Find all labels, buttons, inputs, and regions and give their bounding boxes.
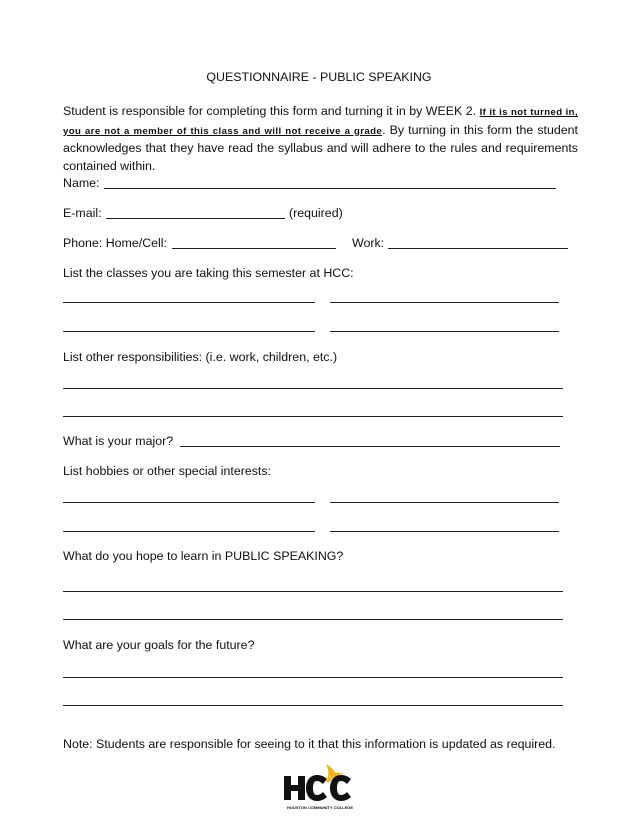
work-phone-field[interactable] xyxy=(388,248,568,249)
major-label: What is your major? xyxy=(63,434,174,448)
learn-field-2[interactable] xyxy=(63,619,563,620)
responsibilities-field-2[interactable] xyxy=(63,416,563,417)
name-label: Name: xyxy=(63,176,100,190)
work-phone-label: Work: xyxy=(352,236,385,250)
phone-label: Phone: Home/Cell: xyxy=(63,236,167,250)
email-field[interactable] xyxy=(106,218,285,219)
email-label: E-mail: xyxy=(63,206,102,220)
intro-text-start: Student is responsible for completing this form and turning it in by WEEK 2. xyxy=(63,104,480,118)
logo-letter-c1 xyxy=(306,775,327,801)
learn-field-1[interactable] xyxy=(63,591,563,592)
logo-letter-c2 xyxy=(330,775,351,801)
classes-label: List the classes you are taking this semester at HCC: xyxy=(63,266,354,280)
grade-notice: If it is not turned in, you are not a member of this class and will not receive a grade xyxy=(63,107,578,137)
major-field[interactable] xyxy=(180,446,560,447)
class-field-1[interactable] xyxy=(63,302,315,303)
logo-letter-h xyxy=(284,776,291,800)
class-field-4[interactable] xyxy=(330,331,559,332)
intro-paragraph xyxy=(63,103,578,175)
form-title: QUESTIONNAIRE - PUBLIC SPEAKING xyxy=(206,70,432,84)
intro-text-end: . By turning in this form the student acknowledges that they have read the syllabus and will adhere to the rules and requirements contained within. xyxy=(63,122,578,173)
responsibilities-label: List other responsibilities: (i.e. work, children, etc.) xyxy=(63,350,338,364)
goals-label: What are your goals for the future? xyxy=(63,638,255,652)
hcc-logo xyxy=(282,762,358,812)
class-field-3[interactable] xyxy=(63,331,315,332)
email-required-note: (required) xyxy=(289,206,343,220)
learn-label: What do you hope to learn in PUBLIC SPEAKING? xyxy=(63,549,344,563)
hcc-logo-graphic xyxy=(282,762,358,812)
class-field-2[interactable] xyxy=(330,302,559,303)
hobbies-label: List hobbies or other special interests: xyxy=(63,464,271,478)
hobby-field-2[interactable] xyxy=(330,502,559,503)
logo-tagline: HOUSTON COMMUNITY COLLEGE xyxy=(286,805,354,810)
responsibilities-field-1[interactable] xyxy=(63,388,563,389)
name-field[interactable] xyxy=(104,188,556,189)
home-phone-field[interactable] xyxy=(172,248,336,249)
hobby-field-4[interactable] xyxy=(330,531,559,532)
goals-field-1[interactable] xyxy=(63,677,563,678)
hobby-field-1[interactable] xyxy=(63,502,315,503)
hobby-field-3[interactable] xyxy=(63,531,315,532)
update-note: Note: Students are responsible for seeing to it that this information is updated as required. xyxy=(63,737,556,751)
goals-field-2[interactable] xyxy=(63,705,563,706)
